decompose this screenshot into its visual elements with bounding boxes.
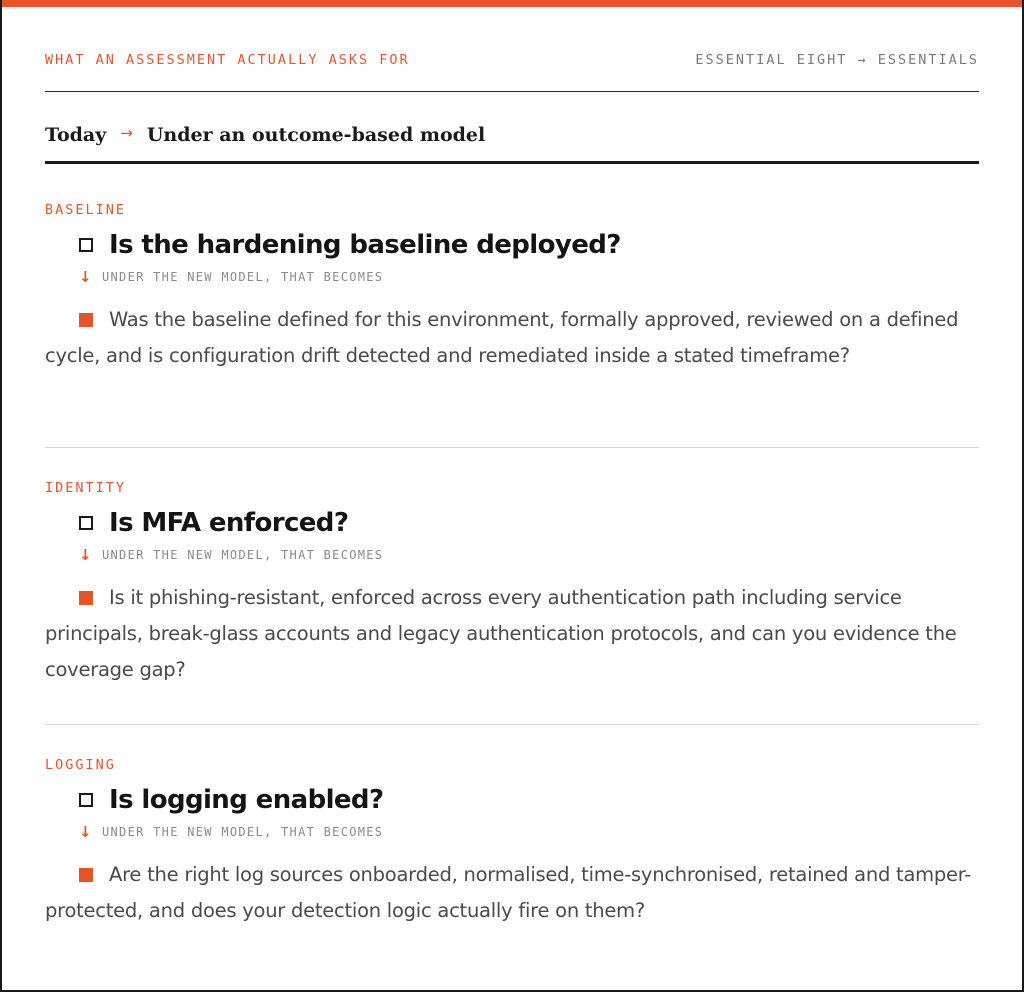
- card-header: [45, 52, 979, 70]
- question-text: Is logging enabled?: [109, 785, 384, 815]
- square-bullet-icon: [79, 868, 93, 882]
- question-row: [79, 785, 383, 815]
- section-divider: [45, 447, 979, 448]
- transition-row: [79, 546, 383, 564]
- right-arrow-icon: →: [120, 124, 133, 142]
- section-label: IDENTITY: [45, 480, 127, 496]
- transition-row: [79, 823, 383, 841]
- section-label: LOGGING: [45, 757, 116, 773]
- question-text: Is the hardening baseline deployed?: [109, 230, 621, 260]
- today-heading: Today: [45, 124, 107, 146]
- answer-text: Is it phishing-resistant, enforced across every authentication path including service principals, break-glass accounts and legacy authentication protocols, and can you evidence the coverage gap?: [45, 586, 957, 681]
- checkbox-icon: [79, 516, 93, 530]
- transition-row: [79, 268, 383, 286]
- square-bullet-icon: [79, 591, 93, 605]
- answer-row: [45, 302, 979, 374]
- answer-text: Was the baseline defined for this environment, formally approved, reviewed on a defined cycle, and is configuration drift detected and remediated inside a stated timeframe?: [45, 308, 959, 367]
- question-text: Is MFA enforced?: [109, 508, 349, 538]
- answer-row: [45, 857, 979, 929]
- checkbox-icon: [79, 793, 93, 807]
- section-divider: [45, 724, 979, 725]
- answer-text: Are the right log sources onboarded, normalised, time-synchronised, retained and tamper-protected, and does your detection logic actually fire on them?: [45, 863, 972, 922]
- down-arrow-icon: ↓: [79, 823, 92, 841]
- outcome-model-heading: Under an outcome-based model: [146, 124, 486, 146]
- transition-label: UNDER THE NEW MODEL, THAT BECOMES: [102, 270, 384, 284]
- question-row: [79, 508, 348, 538]
- square-bullet-icon: [79, 313, 93, 327]
- down-arrow-icon: ↓: [79, 546, 92, 564]
- question-row: [79, 230, 621, 260]
- column-headings: [45, 120, 485, 150]
- section-label: BASELINE: [45, 202, 127, 218]
- down-arrow-icon: ↓: [79, 268, 92, 286]
- answer-row: [45, 580, 979, 688]
- header-divider: [45, 91, 979, 92]
- transition-label: UNDER THE NEW MODEL, THAT BECOMES: [102, 548, 384, 562]
- checkbox-icon: [79, 238, 93, 252]
- transition-label: UNDER THE NEW MODEL, THAT BECOMES: [102, 825, 384, 839]
- framework-transition-label: ESSENTIAL EIGHT → ESSENTIALS: [695, 52, 979, 68]
- kicker-label: WHAT AN ASSESSMENT ACTUALLY ASKS FOR: [45, 52, 410, 68]
- headings-divider: [45, 161, 979, 164]
